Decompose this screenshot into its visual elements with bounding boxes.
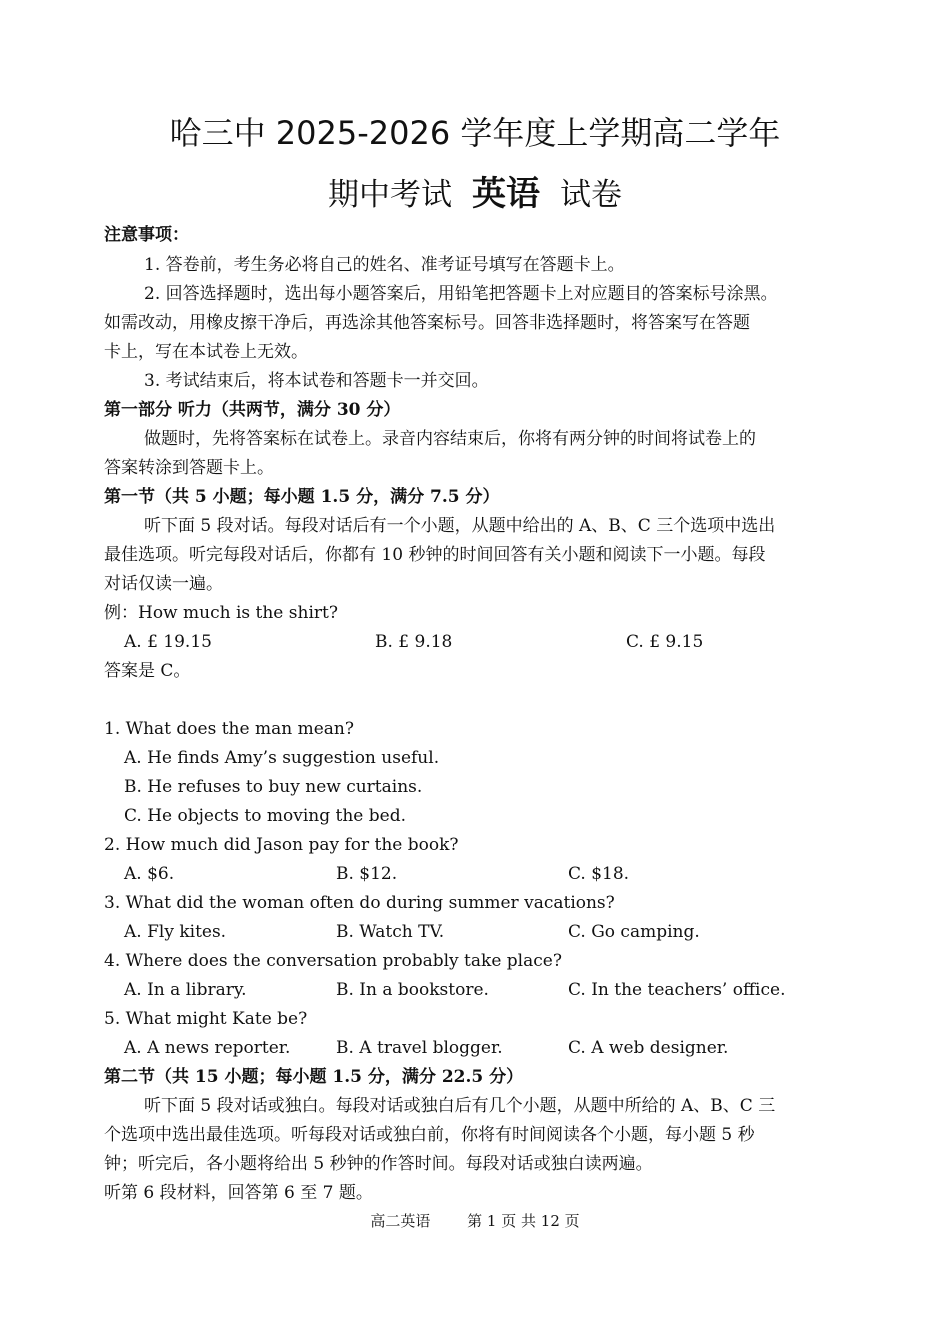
example-option-b: B. £ 9.18 xyxy=(375,632,453,652)
section1-intro-a: 听下面 5 段对话。每段对话后有一个小题，从题中给出的 A、B、C 三个选项中选出 xyxy=(144,516,776,536)
page-footer xyxy=(0,1210,950,1231)
exam-title-line1: 哈三中 2025-2026 学年度上学期高二学年 xyxy=(169,114,781,152)
question-3: 3. What did the woman often do during summer vacations? xyxy=(104,893,615,913)
notice-item-2b: 如需改动，用橡皮擦干净后，再选涂其他答案标号。回答非选择题时，将答案写在答题 xyxy=(104,313,750,333)
title-subject: 英语 xyxy=(472,174,540,214)
question-5: 5. What might Kate be? xyxy=(104,1009,308,1029)
question-4-option-a: A. In a library. xyxy=(124,980,247,1000)
footer-subject: 高二英语 xyxy=(370,1212,431,1230)
example-option-a: A. £ 19.15 xyxy=(124,632,212,652)
question-2-option-a: A. $6. xyxy=(124,864,175,884)
question-2: 2. How much did Jason pay for the book? xyxy=(104,835,459,855)
example-question: 例：How much is the shirt? xyxy=(104,603,338,623)
example-option-c: C. £ 9.15 xyxy=(626,632,704,652)
question-1-option-b: B. He refuses to buy new curtains. xyxy=(124,777,423,797)
question-5-option-c: C. A web designer. xyxy=(568,1038,729,1058)
title-paper: 试卷 xyxy=(560,177,622,213)
question-1: 1. What does the man mean? xyxy=(104,719,354,739)
footer-page-number: 第 1 页 共 12 页 xyxy=(467,1212,580,1230)
example-answer: 答案是 C。 xyxy=(104,661,191,681)
notice-item-3: 3. 考试结束后，将本试卷和答题卡一并交回。 xyxy=(144,371,489,391)
notice-item-2c: 卡上，写在本试卷上无效。 xyxy=(104,342,308,362)
question-4-option-c: C. In the teachers’ office. xyxy=(568,980,786,1000)
part1-intro-b: 答案转涂到答题卡上。 xyxy=(104,458,274,478)
question-4-option-b: B. In a bookstore. xyxy=(336,980,489,1000)
question-3-option-c: C. Go camping. xyxy=(568,922,700,942)
question-1-option-a: A. He finds Amy’s suggestion useful. xyxy=(124,748,440,768)
title-exam-type: 期中考试 xyxy=(328,177,452,213)
notice-item-2a: 2. 回答选择题时，选出每小题答案后，用铅笔把答题卡上对应题目的答案标号涂黑。 xyxy=(144,284,778,304)
part1-intro-a: 做题时，先将答案标在试卷上。录音内容结束后，你将有两分钟的时间将试卷上的 xyxy=(144,429,756,449)
section1-heading: 第一节（共 5 小题；每小题 1.5 分，满分 7.5 分） xyxy=(104,487,500,507)
section2-intro-a: 听下面 5 段对话或独白。每段对话或独白后有几个小题，从题中所给的 A、B、C 三 xyxy=(144,1096,776,1116)
part1-heading: 第一部分 听力（共两节，满分 30 分） xyxy=(104,400,401,420)
section2-intro-b: 个选项中选出最佳选项。听每段对话或独白前，你将有时间阅读各个小题，每小题 5 秒 xyxy=(104,1125,755,1145)
question-5-option-a: A. A news reporter. xyxy=(124,1038,291,1058)
section2-listen-6: 听第 6 段材料，回答第 6 至 7 题。 xyxy=(104,1183,373,1203)
question-4: 4. Where does the conversation probably take place? xyxy=(104,951,562,971)
section1-intro-c: 对话仅读一遍。 xyxy=(104,574,223,594)
exam-title-line2 xyxy=(0,166,950,215)
section1-intro-b: 最佳选项。听完每段对话后，你都有 10 秒钟的时间回答有关小题和阅读下一小题。每段 xyxy=(104,545,766,565)
section2-intro-c: 钟；听完后，各小题将给出 5 秒钟的作答时间。每段对话或独白读两遍。 xyxy=(104,1154,653,1174)
question-2-option-c: C. $18. xyxy=(568,864,630,884)
question-5-option-b: B. A travel blogger. xyxy=(336,1038,503,1058)
section2-heading: 第二节（共 15 小题；每小题 1.5 分，满分 22.5 分） xyxy=(104,1067,524,1087)
question-1-option-c: C. He objects to moving the bed. xyxy=(124,806,407,826)
notice-item-1: 1. 答卷前，考生务必将自己的姓名、准考证号填写在答题卡上。 xyxy=(144,255,625,275)
question-3-option-a: A. Fly kites. xyxy=(124,922,227,942)
question-2-option-b: B. $12. xyxy=(336,864,398,884)
question-3-option-b: B. Watch TV. xyxy=(336,922,445,942)
notice-heading: 注意事项： xyxy=(104,225,189,245)
